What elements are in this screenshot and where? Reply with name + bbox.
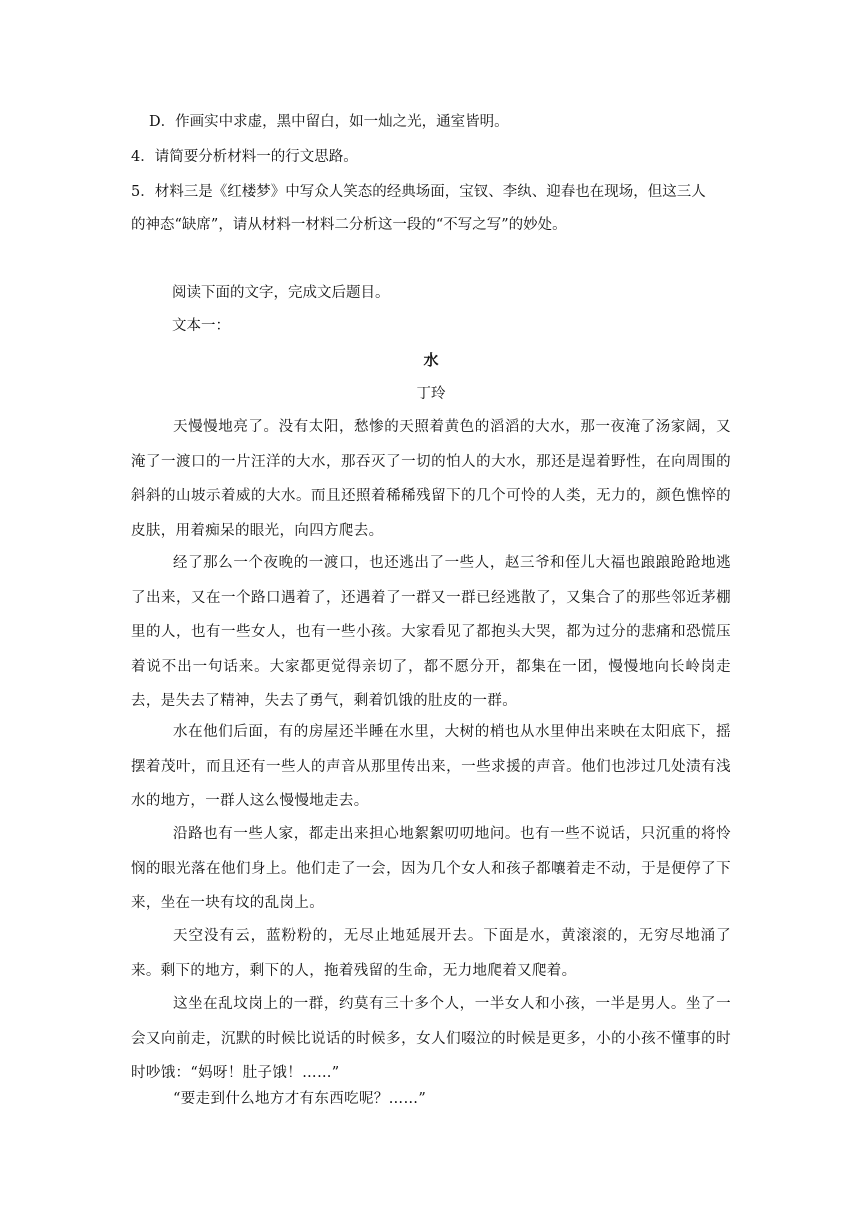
article-author: 丁玲 <box>416 386 446 402</box>
question-5-line-2: 的神态“缺席”，请从材料一材料二分析这一段的“不写之写”的妙处。 <box>131 217 567 233</box>
article-paragraph-3: 水在他们后面，有的房屋还半睡在水里，大树的梢也从水里伸出来映在太阳底下，摇摆着茂叶，而且还有一些人的声音从那里传出来，一些求援的声音。他们也涉过几处渍有浅水的地方，一群人这么慢慢地走去。 <box>131 724 731 809</box>
article-paragraph-6: 这坐在乱坟岗上的一群，约莫有三十多个人，一半女人和小孩，一半是男人。坐了一会又向前走，沉默的时候比说话的时候多，女人们啜泣的时候是更多，小的小孩不懂事的时时吵饿：“妈呀！肚子饿！……” <box>131 996 731 1081</box>
reading-instruction: 阅读下面的文字，完成文后题目。 <box>172 285 390 301</box>
question-5-line-1: 5．材料三是《红楼梦》中写众人笑态的经典场面，宝钗、李纨、迎春也在现场，但这三人 <box>131 184 706 200</box>
text-label: 文本一： <box>172 318 230 334</box>
article-paragraph-1: 天慢慢地亮了。没有太阳，愁惨的天照着黄色的滔滔的大水，那一夜淹了汤家阔，又淹了一渡口的一片汪洋的大水，那吞灭了一切的怕人的大水，那还是逞着野性，在向周围的斜斜的山坡示着威的大水。而且还照着稀稀残留下的几个可怜的人类，无力的，颜色憔悴的皮肤，用着痴呆的眼光，向四方爬去。 <box>131 419 731 539</box>
article-paragraph-5: 天空没有云，蓝粉粉的，无尽止地延展开去。下面是水，黄滚滚的，无穷尽地涌了来。剩下的地方，剩下的人，拖着残留的生命，无力地爬着又爬着。 <box>131 928 731 979</box>
article-title: 水 <box>423 351 439 369</box>
question-4: 4．请简要分析材料一的行文思路。 <box>131 149 358 165</box>
article-paragraph-7: “要走到什么地方才有东西吃呢？……” <box>173 1091 427 1107</box>
article-paragraph-2: 经了那么一个夜晚的一渡口，也还逃出了一些人，赵三爷和侄儿大福也踉踉跄跄地逃了出来，又在一个路口遇着了，还遇着了一群又一群已经逃散了，又集合了的那些邻近茅棚里的人，也有一些女人，也有一些小孩。大家看见了都抱头大哭，都为过分的悲痛和恐慌压着说不出一句话来。大家都更觉得亲切了，都不愿分开，都集在一团，慢慢地向长岭岗走去，是失去了精神，失去了勇气，剩着饥饿的肚皮的一群。 <box>131 555 731 709</box>
article-paragraph-4: 沿路也有一些人家，都走出来担心地絮絮叨叨地问。也有一些不说话，只沉重的将怜悯的眼光落在他们身上。他们走了一会，因为几个女人和孩子都嚷着走不动，于是便停了下来，坐在一块有坟的乱岗上。 <box>131 826 731 911</box>
question-option-d: D．作画实中求虚，黑中留白，如一灿之光，通室皆明。 <box>149 114 509 130</box>
